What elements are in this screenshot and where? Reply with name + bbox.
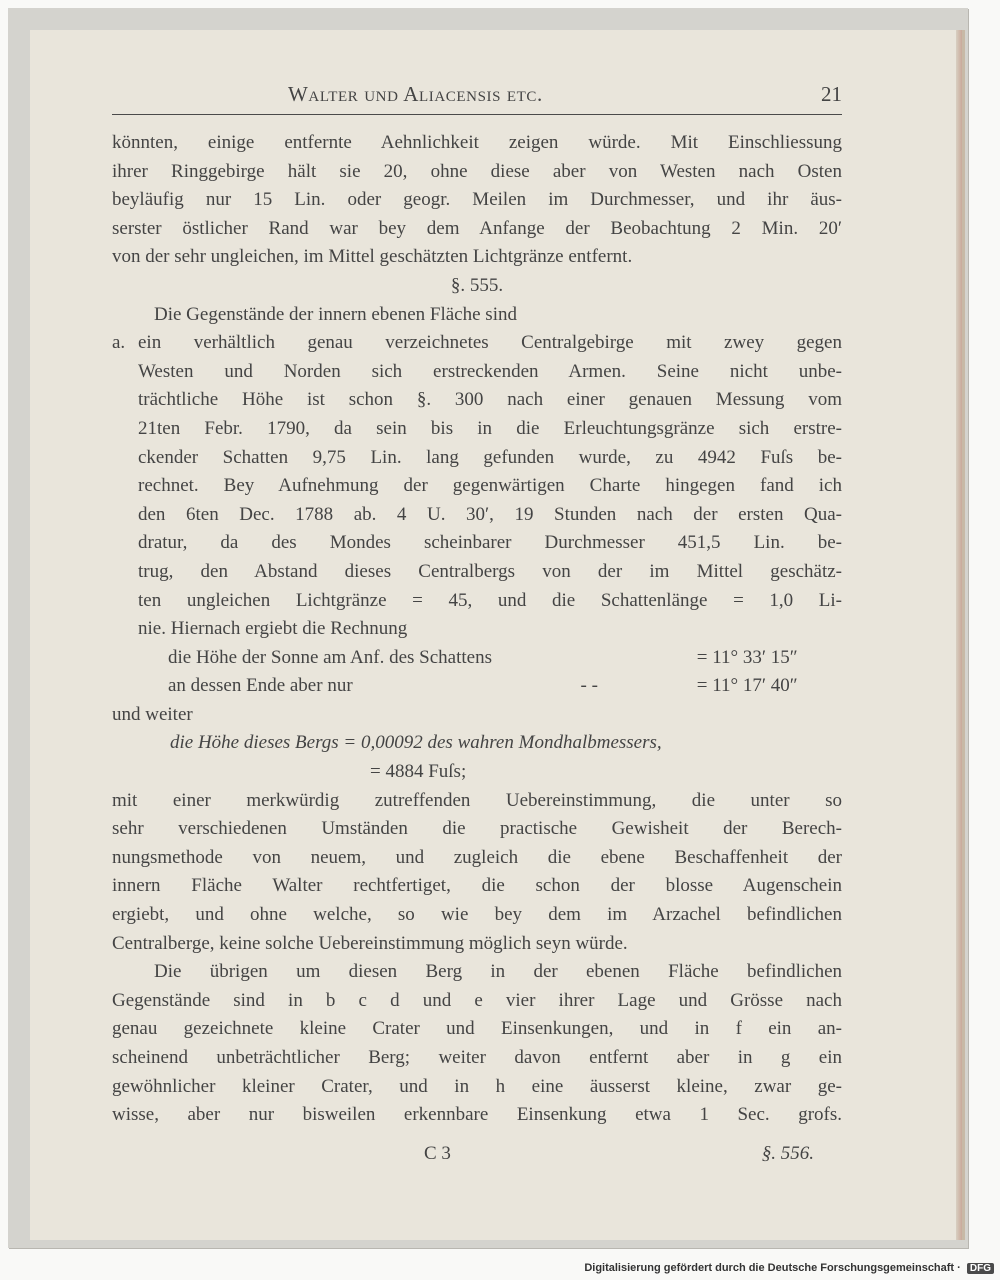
text-line: trächtliche Höhe ist schon §. 300 nach einer genauen Messung vom — [138, 389, 842, 411]
text-line: nie. Hiernach ergiebt die Rechnung — [138, 618, 408, 640]
calc-dashes — [581, 644, 697, 673]
text-line: innern Fläche Walter rechtfertiget, die schon der blosse Augenschein — [112, 875, 842, 897]
running-title: Walter und Aliacensis etc. — [288, 82, 543, 106]
text-line: rechnet. Bey Aufnehmung der gegenwärtigen Charte hingegen fand ich — [138, 475, 842, 497]
text-line: ckender Schatten 9,75 Lin. lang gefunden wurde, zu 4942 Fuſs be- — [138, 446, 842, 468]
calc-label: die Höhe der Sonne am Anf. des Schattens — [168, 646, 492, 668]
running-head — [112, 80, 842, 115]
text-line: scheinend unbeträchtlicher Berg; weiter davon entfernt aber in g ein — [112, 1047, 842, 1068]
scanned-page-image — [8, 8, 968, 1248]
page-foot — [112, 1140, 842, 1172]
item-a — [112, 329, 842, 701]
text-line: gewöhnlicher kleiner Crater, und in h eine äusserst kleine, zwar ge- — [112, 1075, 842, 1097]
text-line: von der sehr ungleichen, im Mittel geschätzten Lichtgränze entfernt. — [112, 246, 633, 268]
text-line: Die übrigen um diesen Berg in der ebenen Fläche befindlichen — [154, 961, 842, 983]
formula-line: = 4884 Fuſs; — [370, 761, 467, 783]
signature-mark: C 3 — [424, 1142, 451, 1164]
text-line: ten ungleichen Lichtgränze = 45, und die Schattenlänge = 1,0 Li- — [138, 589, 842, 611]
text-line: ihrer Ringgebirge hält sie 20, ohne diese aber von Westen nach Osten — [112, 160, 842, 182]
text-line: Centralberge, keine solche Uebereinstimmung möglich seyn würde. — [112, 932, 628, 954]
catchword: §. 556. — [761, 1142, 814, 1164]
text-line: trug, den Abstand dieses Centralbergs von der im Mittel geschätz- — [138, 560, 842, 582]
book-page — [30, 30, 965, 1240]
calc-label: an dessen Ende aber nur — [168, 675, 353, 697]
section-heading: §. 555. — [450, 274, 504, 296]
calc-dashes: - - — [580, 675, 598, 697]
paragraph-after — [112, 787, 842, 959]
text-line: den 6ten Dec. 1788 ab. 4 U. 30′, 19 Stunden nach der ersten Qua- — [138, 503, 842, 525]
text-line: 21ten Febr. 1790, da sein bis in die Erleuchtungsgränze sich erstre- — [138, 417, 842, 439]
text-line: könnten, einige entfernte Aehnlichkeit zeigen würde. Mit Einschliessung — [112, 132, 842, 153]
text-line: ergiebt, und ohne welche, so wie bey dem im Arzachel befindlichen — [112, 904, 842, 926]
calc-value: = 11° 17′ 40″ — [696, 675, 798, 697]
item-a-first-text: ein verhältlich genau verzeichnetes Centralgebirge mit zwey gegen — [138, 332, 842, 354]
text-line: serster östlicher Rand war bey dem Anfange der Beobachtung 2 Min. 20′ — [112, 217, 842, 239]
page-number: 21 — [821, 82, 842, 106]
text-line: genau gezeichnete kleine Crater und Einsenkungen, und in f ein an- — [112, 1018, 842, 1040]
page-text — [112, 80, 842, 1172]
text-line: Westen und Norden sich erstreckenden Armen. Seine nicht unbe- — [138, 360, 842, 382]
paragraph-last — [112, 958, 842, 1130]
page-edge — [956, 30, 962, 1240]
text-line: dratur, da des Mondes scheinbarer Durchmesser 451,5 Lin. be- — [138, 532, 842, 554]
calc-row — [138, 644, 842, 673]
calc-row — [138, 672, 842, 701]
calc-value: = 11° 33′ 15″ — [696, 646, 798, 668]
text-line: sehr verschiedenen Umständen die practische Gewisheit der Berech- — [112, 818, 842, 840]
digitization-credit: Digitalisierung gefördert durch die Deutsche Forschungsgemeinschaft · DFG — [584, 1262, 994, 1274]
item-label: a. — [112, 332, 126, 354]
dfg-logo-icon: DFG — [967, 1263, 994, 1274]
text-line: mit einer merkwürdig zutreffenden Uebereinstimmung, die unter so — [112, 789, 842, 811]
text-line: wisse, aber nur bisweilen erkennbare Einsenkung etwa 1 Sec. grofs. — [112, 1104, 842, 1126]
paragraph-top — [112, 129, 842, 272]
credit-text: Digitalisierung gefördert durch die Deutsche Forschungsgemeinschaft — [584, 1262, 955, 1274]
und-weiter: und weiter — [112, 703, 193, 725]
text-line: nungsmethode von neuem, und zugleich die ebene Beschaffenheit der — [112, 846, 842, 868]
formula-line: die Höhe dieses Bergs = 0,00092 des wahren Mondhalbmessers, — [170, 732, 662, 754]
intro-line: Die Gegenstände der innern ebenen Fläche sind — [154, 303, 517, 325]
text-line: Gegenstände sind in b c d und e vier ihrer Lage und Grösse nach — [112, 989, 842, 1011]
text-line: beyläufig nur 15 Lin. oder geogr. Meilen im Durchmesser, und ihr äus- — [112, 189, 842, 211]
text-line — [112, 329, 842, 358]
